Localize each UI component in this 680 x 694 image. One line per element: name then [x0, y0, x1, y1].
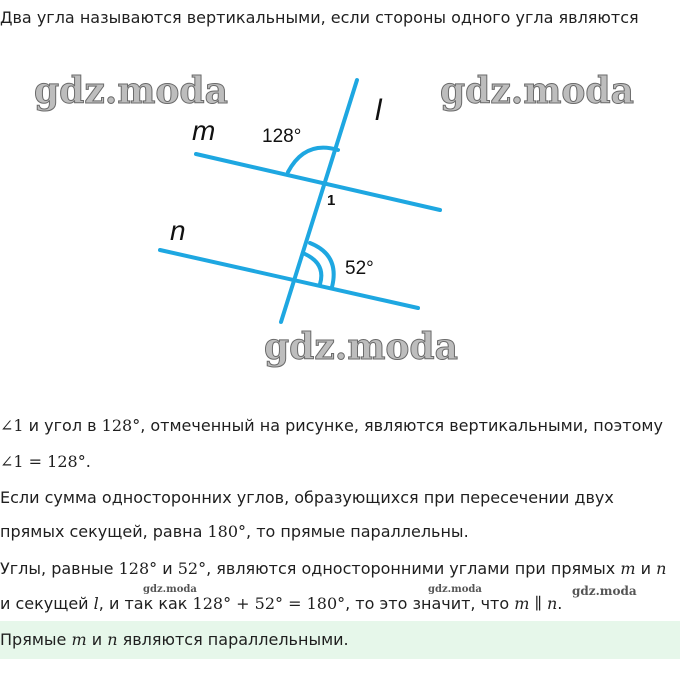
- angle-label-1: 1: [327, 192, 336, 209]
- answer-box: [0, 621, 680, 659]
- watermark-small-1: gdz.moda: [143, 584, 197, 595]
- watermark-bottom: gdz.moda: [264, 326, 458, 368]
- watermark-left: gdz.moda: [34, 70, 228, 112]
- solution-line-6: и секущей l, и так как 128° + 52° = 180°, то это значит, что m ∥ n.: [0, 594, 563, 613]
- intro-text: Два угла называются вертикальными, если стороны одного угла являются: [0, 8, 639, 27]
- solution-line-4: прямых секущей, равна 180°, то прямые параллельны.: [0, 522, 469, 541]
- watermark-right: gdz.moda: [440, 70, 634, 112]
- answer-text: Прямые m и n являются параллельными.: [0, 630, 349, 649]
- label-l: l: [375, 94, 382, 127]
- watermark-small-3: gdz.moda: [572, 584, 637, 598]
- solution-line-5: Углы, равные 128° и 52°, являются односторонними углами при прямых m и n: [0, 559, 667, 578]
- label-m: m: [192, 115, 216, 146]
- solution-line-1: ∠1 и угол в 128°, отмеченный на рисунке, являются вертикальными, поэтому: [0, 416, 663, 435]
- angle-label-52: 52°: [345, 258, 374, 279]
- label-n: n: [170, 215, 186, 246]
- angle-arc-52-inner: [305, 254, 321, 284]
- solution-line-2: ∠1 = 128°.: [0, 452, 91, 471]
- solution-line-3: Если сумма односторонних углов, образующихся при пересечении двух: [0, 488, 614, 507]
- watermark-small-2: gdz.moda: [428, 584, 482, 595]
- angle-label-128: 128°: [262, 126, 302, 147]
